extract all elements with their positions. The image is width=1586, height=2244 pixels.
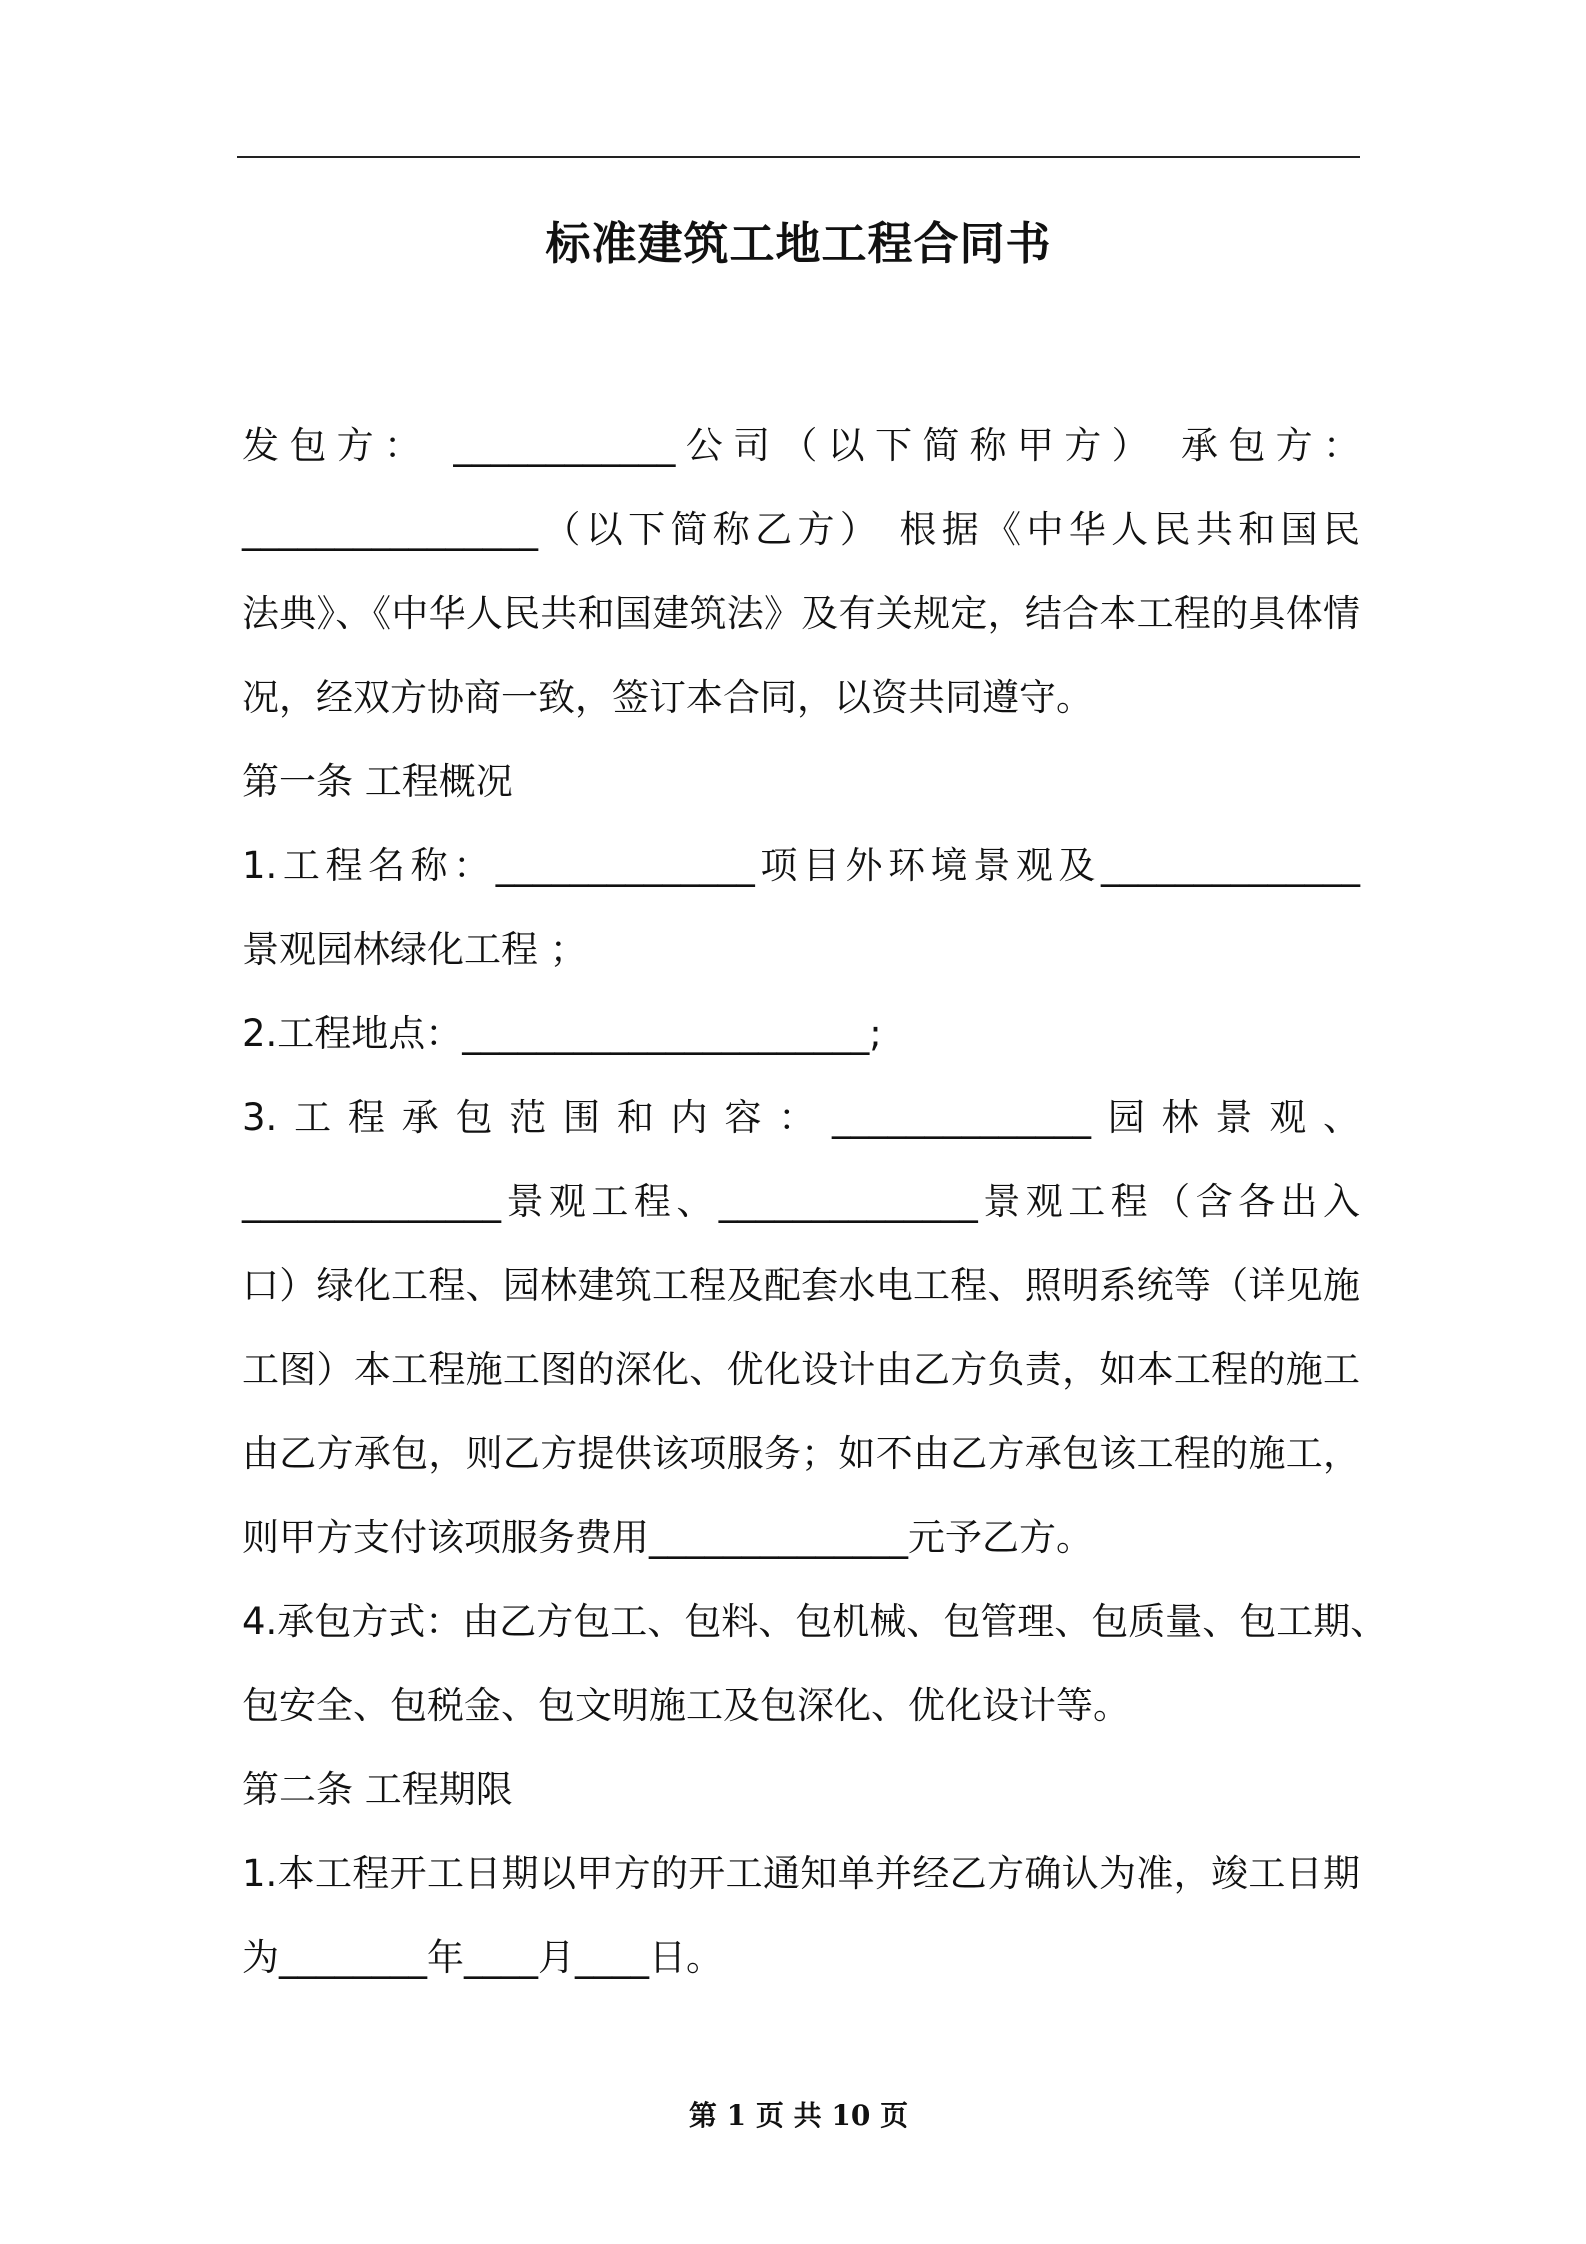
text-line: 3.工程承包范围和内容：______________园林景观、	[242, 1096, 1360, 1139]
text-line: 2.工程地点：______________________;	[242, 1012, 882, 1055]
document-title: 标准建筑工地工程合同书	[545, 217, 1052, 270]
text-line: 为________年____月____日。	[242, 1936, 723, 1979]
text-line: 况，经双方协商一致，签订本合同，以资共同遵守。	[242, 676, 1093, 719]
page-number: 第 1 页 共 10 页	[688, 2099, 909, 2132]
section-heading: 第二条 工程期限	[242, 1768, 513, 1811]
section-heading: 第一条 工程概况	[242, 760, 513, 803]
text-line: 1.本工程开工日期以甲方的开工通知单并经乙方确认为准，竣工日期	[242, 1852, 1360, 1895]
text-line: 口）绿化工程、园林建筑工程及配套水电工程、照明系统等（详见施	[242, 1264, 1360, 1307]
text-line: 包安全、包税金、包文明施工及包深化、优化设计等。	[242, 1684, 1130, 1727]
text-line: 1.工程名称：______________项目外环境景观及______________	[242, 844, 1360, 887]
text-line: 工图）本工程施工图的深化、优化设计由乙方负责，如本工程的施工	[242, 1348, 1360, 1391]
text-line: ________________（以下简称乙方） 根据《中华人民共和国民	[242, 508, 1360, 551]
text-line: 4.承包方式：由乙方包工、包料、包机械、包管理、包质量、包工期、	[242, 1600, 1388, 1643]
contract-body	[242, 404, 1388, 2000]
text-line: 发包方： ____________公司（以下简称甲方） 承包方：	[242, 424, 1360, 467]
text-line: 景观园林绿化工程 ；	[242, 928, 587, 971]
header-rule	[237, 156, 1360, 158]
text-line: ______________景观工程、______________景观工程（含各出入	[242, 1180, 1360, 1223]
text-line: 由乙方承包，则乙方提供该项服务；如不由乙方承包该工程的施工，	[242, 1432, 1360, 1475]
text-line: 法典》、《中华人民共和国建筑法》及有关规定，结合本工程的具体情	[242, 592, 1360, 635]
text-line: 则甲方支付该项服务费用______________元予乙方。	[242, 1516, 1093, 1559]
